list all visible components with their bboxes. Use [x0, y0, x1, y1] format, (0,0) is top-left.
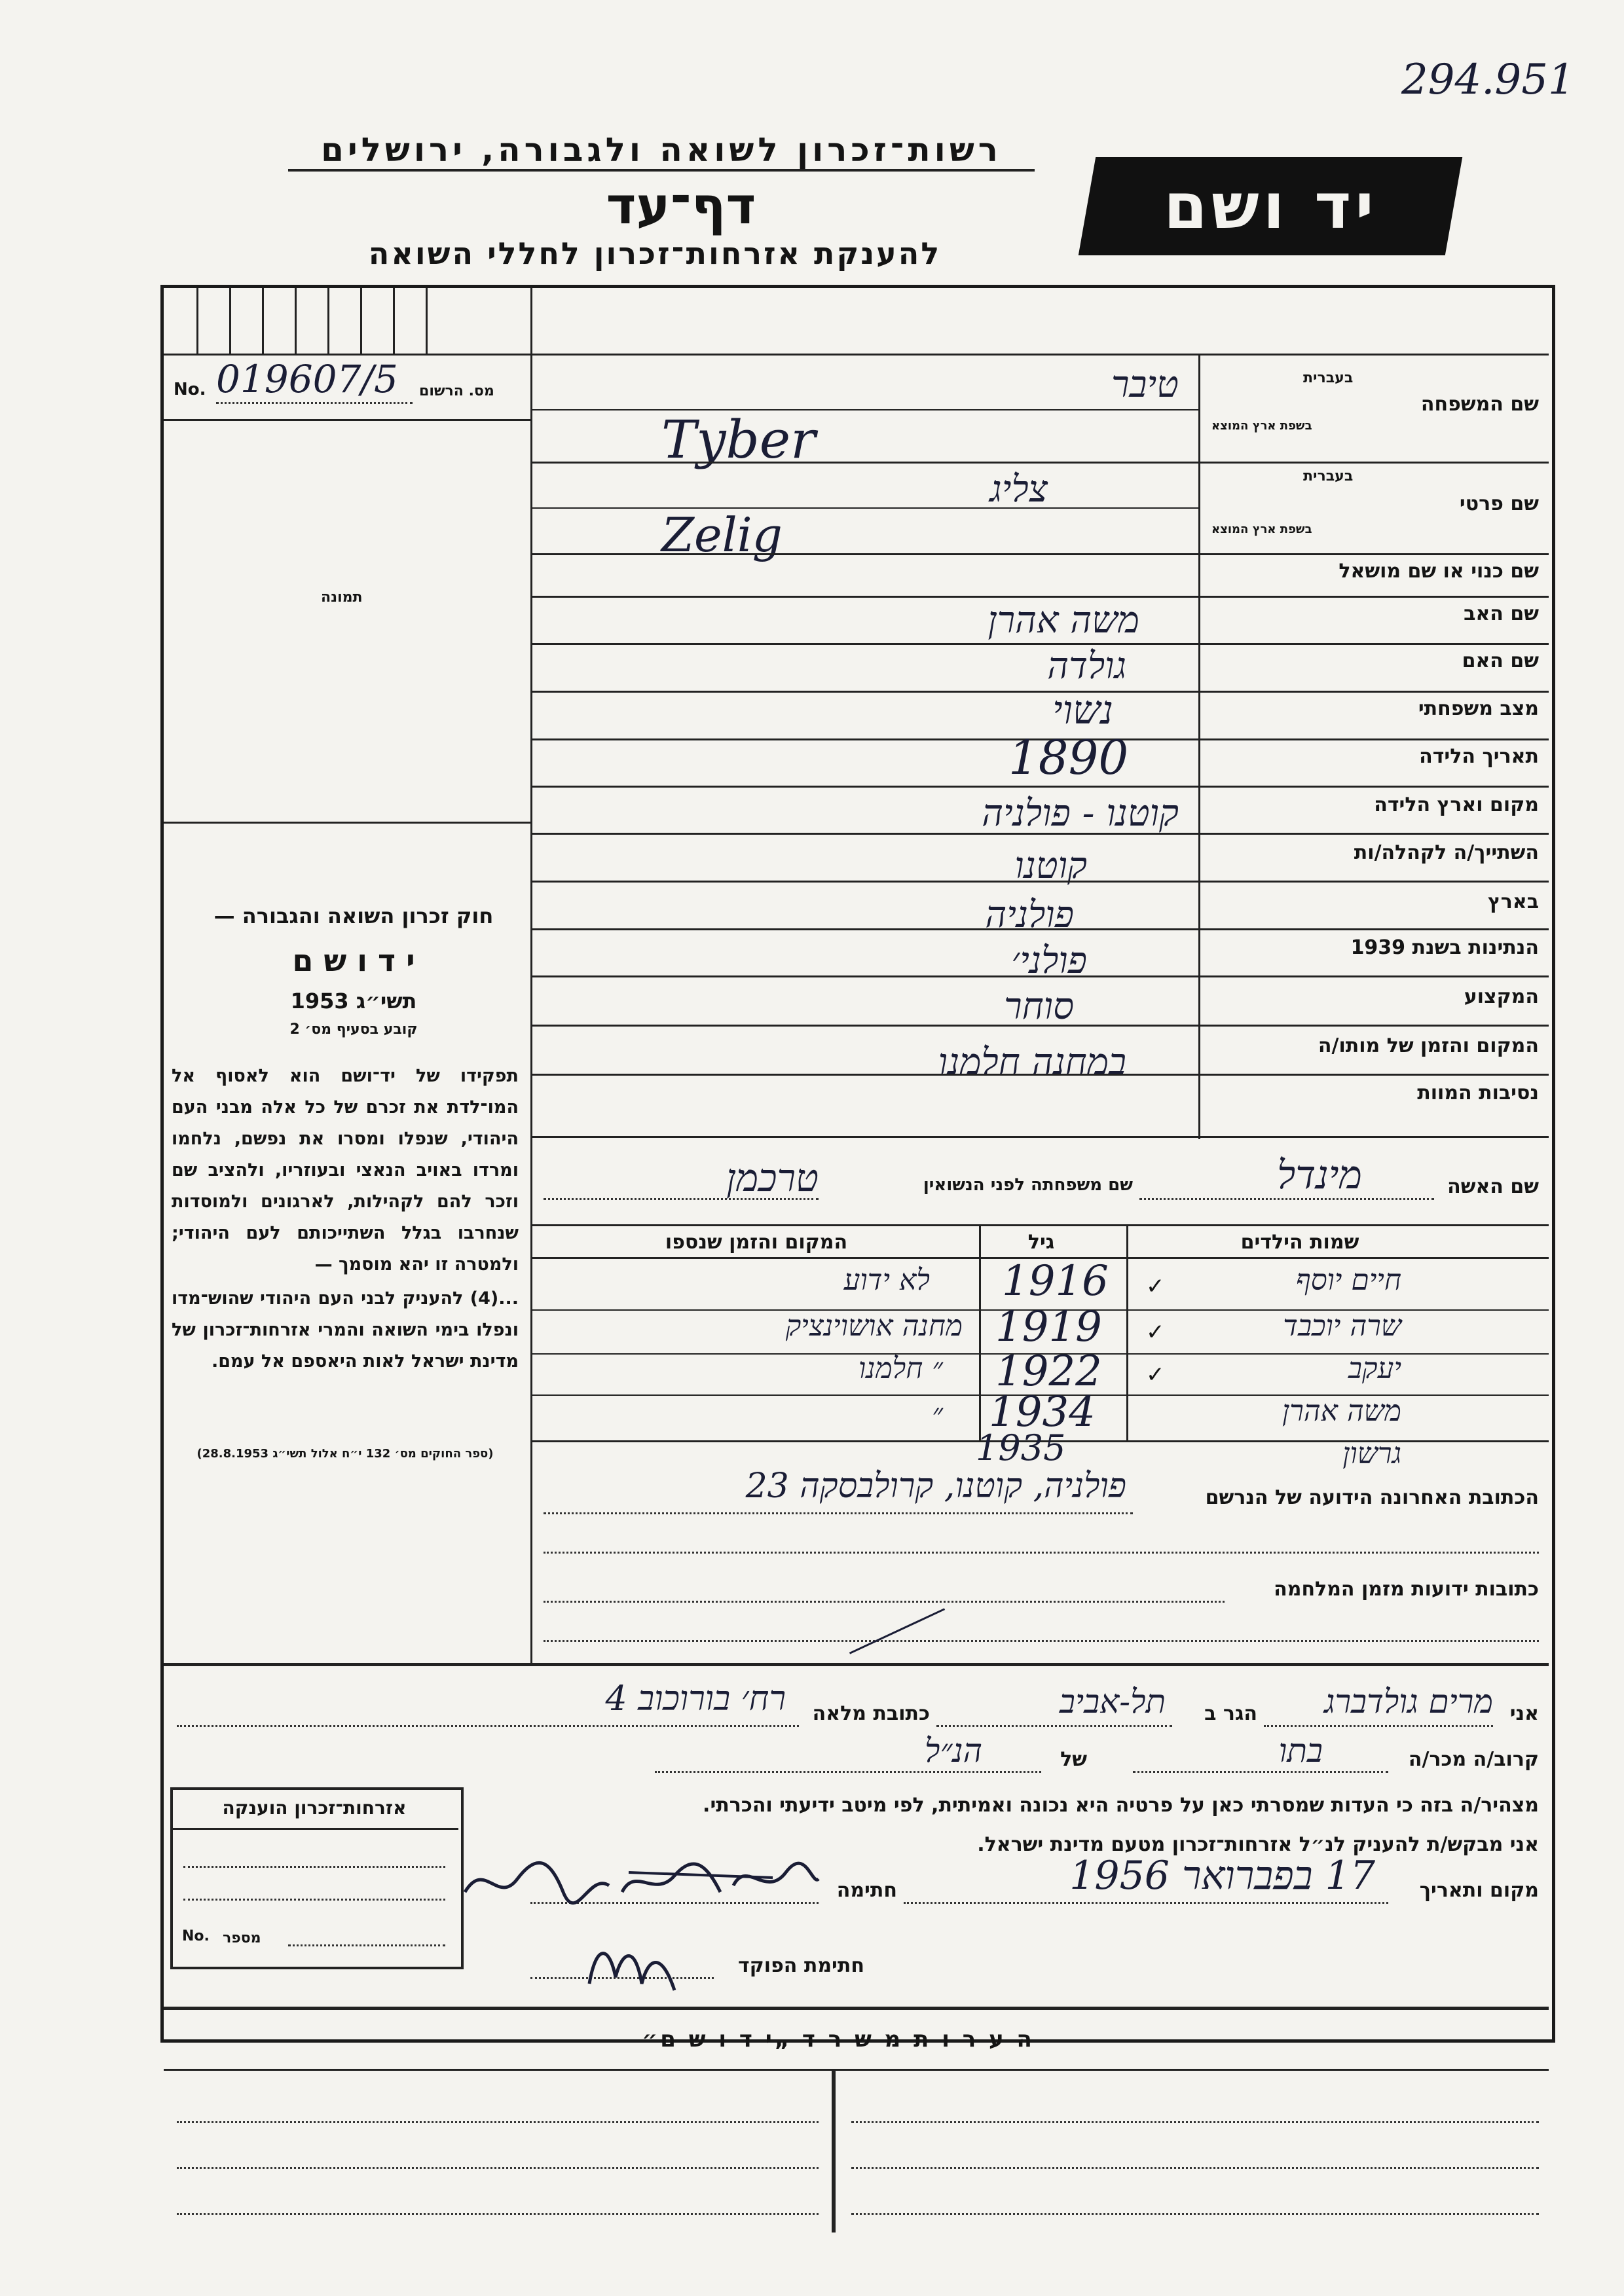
child-age: 1922: [995, 1347, 1102, 1396]
citizenship-no-label: No.: [182, 1928, 210, 1944]
child-name: שרה יוכבד: [1283, 1309, 1401, 1343]
declarant-i-label: אני: [1509, 1702, 1539, 1725]
archive-number: 294.951: [1401, 56, 1575, 104]
profession-label: המקצוע: [1464, 985, 1539, 1008]
nickname-label: שם כנוי או שם מושאל: [1338, 560, 1539, 583]
registration-number: 019607/5: [216, 357, 398, 401]
father-name: משה אהרן: [987, 599, 1139, 642]
statement-1: מצהיר/ה בזה כי העדות שמסרתי כאן על פרטיה היא נכונה ואמיתית, לפי מיטב ידיעתי והכרתי.: [703, 1794, 1539, 1817]
family-name-label: שם המשפחה: [1420, 393, 1539, 416]
marital-status: נשוי: [1052, 687, 1113, 733]
child-death-place: לא ידוע: [843, 1264, 930, 1297]
last-address: פולניה, קוטנו, קרולבסקה 23: [745, 1467, 1126, 1506]
marital-label: מצב משפחתי: [1418, 697, 1539, 720]
children-place-header: המקום והזמן שנספו: [665, 1231, 848, 1254]
law-title: חוק זכרון השואה והגבורה —: [213, 903, 494, 928]
first-name-label: שם פרטי: [1459, 492, 1539, 515]
relation: בתו: [1278, 1732, 1323, 1770]
law-year: תשי״ג 1953: [290, 989, 417, 1013]
birth-place: קוטנו - פולניה: [982, 792, 1179, 835]
mother-label: שם האם: [1462, 649, 1539, 672]
child-name: יעקב: [1348, 1352, 1401, 1385]
registration-no-label: No.: [174, 380, 206, 399]
death-label: המקום והזמן של מותו/ה: [1318, 1034, 1539, 1057]
statement-2: אני מבקש/ת להעניק לנ״ל אזרחות־זכרון מטעם מדינת ישראל.: [977, 1833, 1539, 1856]
signature-label: חתימה: [836, 1879, 897, 1902]
first-name-hebrew: צליג: [989, 468, 1048, 511]
birth-date-label: תאריך הלידה: [1419, 745, 1539, 768]
last-address-label: הכתובת האחרונה הידועה של הנרשם: [1205, 1486, 1539, 1509]
logo-text: יד ושם: [1163, 170, 1378, 243]
registration-label: מס. הרשום: [419, 383, 494, 399]
first-name-origin: Zelig: [661, 507, 783, 562]
law-clause: קובע בסעיף מס׳ 2: [289, 1021, 418, 1038]
law-text-2: ...(4) להעניק לבני העם היהודי שהוש־מדו ונפלו בימי השואה והמרי אזרחות־זכרון של מדינת ישראל לאות היאספם אל עמם.: [172, 1288, 519, 1372]
children-names-header: שמות הילדים: [1240, 1231, 1359, 1254]
check-mark: ✓: [1146, 1273, 1165, 1300]
citizenship-number-label: מספר: [223, 1930, 261, 1946]
father-label: שם האב: [1464, 602, 1539, 625]
form-subtitle: להענקת אזרחות־זכרון לחללי השואה: [368, 236, 942, 271]
child-death-place: מחנה אושוינציק: [785, 1309, 963, 1343]
wife-name: מינדל: [1277, 1152, 1362, 1198]
declarant-address: רח׳ בורוכוב 4: [605, 1679, 786, 1719]
family-name-hebrew-label: בעברית: [1303, 370, 1354, 386]
community: קוטנו: [1014, 845, 1087, 887]
declarant-city: תל-אביב: [1059, 1683, 1166, 1721]
child-age: 1916: [1002, 1257, 1109, 1305]
wife-label: שם האשה: [1447, 1175, 1539, 1198]
family-name-origin-label: בשפת ארץ המוצא: [1211, 419, 1312, 433]
child-name: חיים יוסף: [1295, 1264, 1401, 1297]
officer-signature: [576, 1925, 694, 2003]
death-place-time: במחנה חלמנו: [938, 1041, 1126, 1084]
law-name: י ד ו ש ם: [292, 943, 415, 978]
place-date: 17 בפברואר 1956: [1069, 1853, 1375, 1899]
relation-label: קרוב/ה מכר/ה: [1408, 1748, 1539, 1771]
full-address-label: כתובת מלאה: [812, 1702, 930, 1725]
country-label: בארץ: [1487, 890, 1539, 913]
yad-vashem-logo: [1079, 157, 1462, 255]
citizenship-box-title: אזרחות־זכרון הוענקה: [222, 1797, 407, 1819]
first-name-origin-label: בשפת ארץ המוצא: [1211, 522, 1312, 536]
law-text-1: תפקידו של יד־ושם הוא לאסוף אל המו־לדת את זכרם של כל אלה מבני העם היהודי, שנפלו ומסרו את נפשם, נלחמו ומרדו באויב הנאצי ובעוזריו, ולהציב שם וזכר להם לקהילות, לארגונים ולמוסדות שנחרבו בגלל השתייכותם לעם היהודי; ולמטרה זו יהא מוסמך —: [172, 1066, 519, 1275]
law-source: (ספר החוקים מס׳ 132 י״ח אלול תשי״ג 28.8.1953): [196, 1447, 494, 1461]
child-age: 1919: [995, 1303, 1102, 1351]
of-label: של: [1060, 1748, 1087, 1771]
resides-label: הגר ב: [1204, 1702, 1257, 1725]
birth-place-label: מקום וארץ הלידה: [1374, 793, 1539, 816]
child-age: 1934: [989, 1388, 1096, 1436]
war-addresses-label: כתובות ידועות מזמן המלחמה: [1274, 1578, 1539, 1601]
child-death-place: ״ חלמנו: [858, 1352, 943, 1385]
country: פולניה: [985, 894, 1074, 936]
children-age-header: גיל: [1027, 1231, 1055, 1254]
place-date-label: מקום ותאריך: [1419, 1879, 1539, 1902]
profession: סוחר: [1004, 985, 1074, 1028]
check-mark: ✓: [1146, 1319, 1165, 1345]
authority-heading: רשות־זכרון לשואה ולגבורה, ירושלים: [288, 131, 1035, 172]
mother-name: גולדה: [1047, 645, 1126, 687]
citizenship-1939: פולני׳: [1011, 939, 1087, 982]
declarant-signature: [458, 1846, 825, 1918]
circumstances-label: נסיבות המוות: [1417, 1082, 1539, 1104]
relation-of: הנ״ל: [925, 1732, 982, 1770]
form-title: דף־עד: [606, 177, 756, 236]
wife-maiden-label: שם משפחתה לפני הנשואין: [923, 1175, 1133, 1195]
extra-child-name: גרשון: [1342, 1437, 1401, 1470]
child-death-place: ״: [932, 1398, 943, 1431]
birth-date: 1890: [1008, 730, 1129, 785]
community-label: השתייך/ה לקהלה/ות: [1354, 841, 1539, 864]
child-name: משה אהרן: [1282, 1394, 1401, 1428]
photo-label: תמונה: [321, 589, 363, 606]
declarant-name: מרים גולדברג: [1323, 1683, 1493, 1721]
citizenship-1939-label: הנתינות בשנת 1939: [1350, 936, 1539, 959]
first-name-hebrew-label: בעברית: [1303, 468, 1354, 484]
family-name-hebrew: טיבר: [1111, 363, 1179, 406]
notes-title: ה ע ר ו ת מ ש ר ד „י ד ו ש ם״: [642, 2026, 1035, 2052]
officer-signature-label: חתימת הפוקד: [738, 1954, 864, 1977]
wife-maiden-name: טרכמן: [726, 1156, 819, 1200]
extra-child-age: 1935: [976, 1427, 1066, 1468]
family-name-origin: Tyber: [661, 409, 816, 470]
check-mark: ✓: [1146, 1362, 1165, 1388]
